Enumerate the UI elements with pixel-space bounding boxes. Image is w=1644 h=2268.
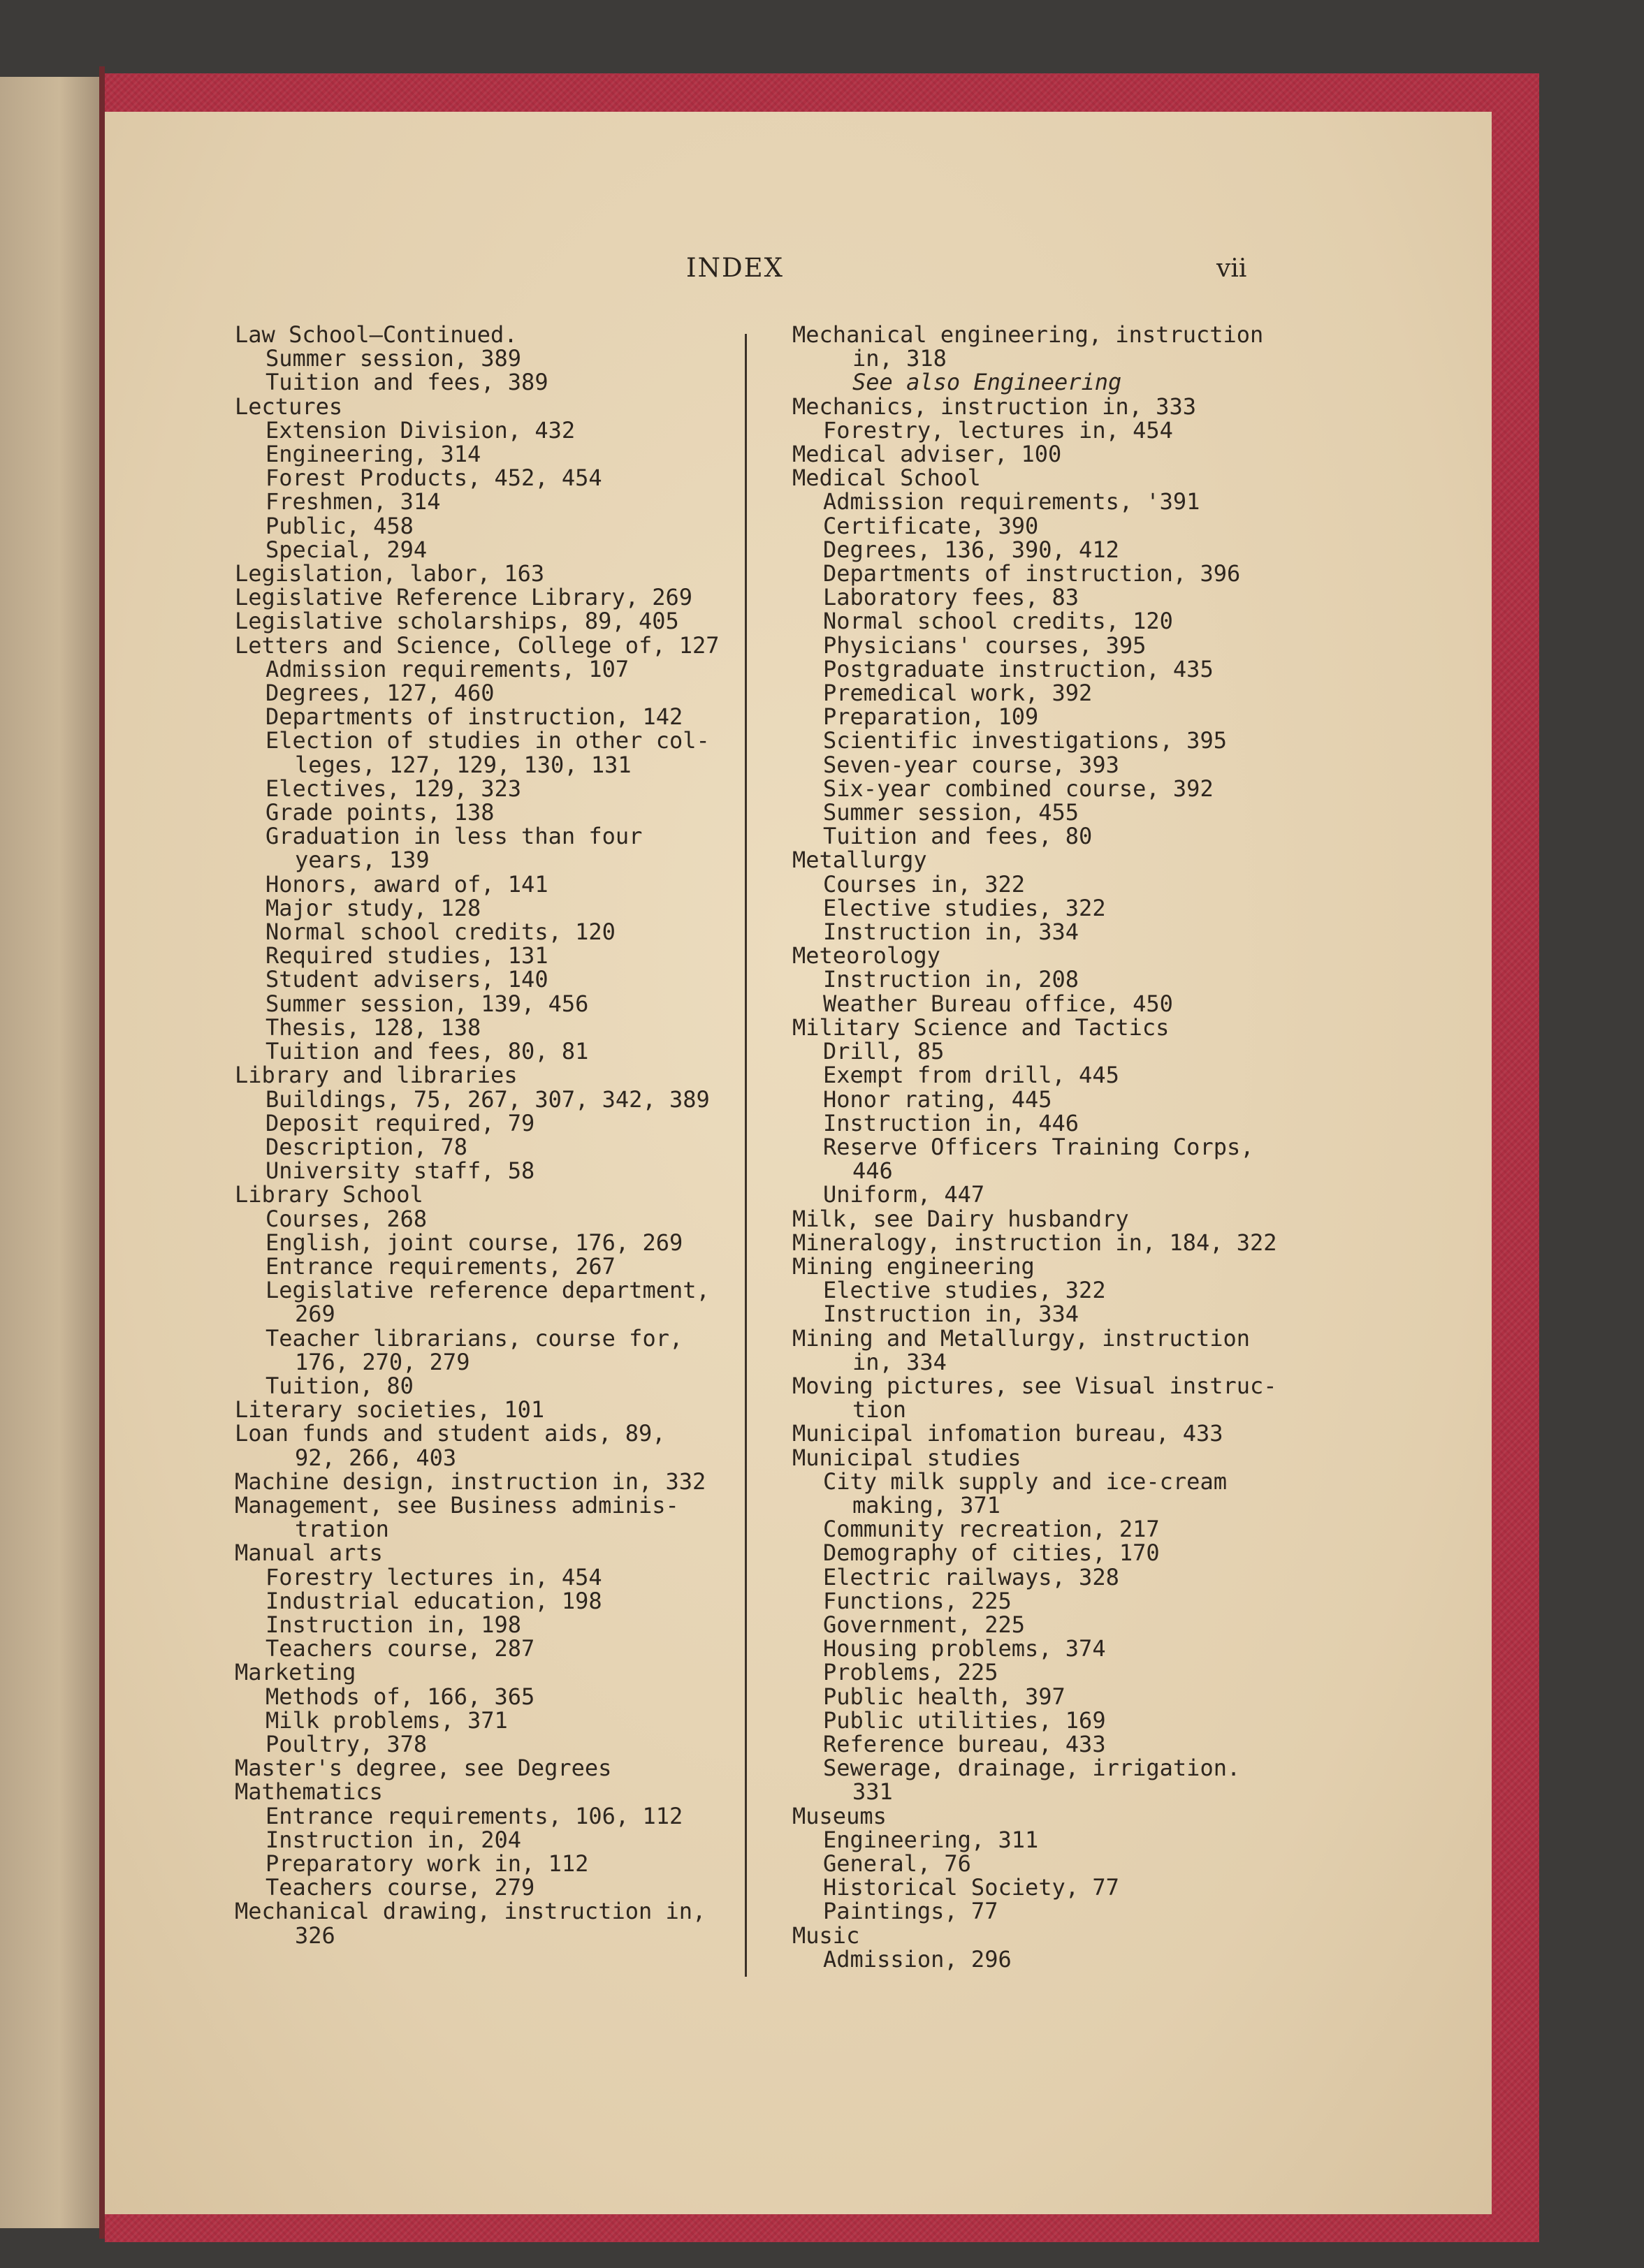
index-subentry: Milk problems, 371 — [265, 1706, 508, 1734]
index-subentry: Laboratory fees, 83 — [823, 584, 1079, 611]
index-subentry: Paintings, 77 — [823, 1898, 998, 1925]
index-entry: Municipal infomation bureau, 433 — [792, 1420, 1223, 1447]
index-subentry: Special, 294 — [265, 536, 428, 563]
index-subentry: Methods of, 166, 365 — [265, 1683, 535, 1710]
index-subentry: 326 — [295, 1922, 335, 1949]
index-subentry: Industrial education, 198 — [265, 1587, 602, 1614]
index-subentry: Honor rating, 445 — [823, 1085, 1052, 1113]
index-subentry: Problems, 225 — [823, 1659, 998, 1686]
index-subentry: Public, 458 — [265, 512, 414, 539]
facing-page-edge — [0, 77, 99, 2228]
index-subentry: Entrance requirements, 106, 112 — [265, 1802, 683, 1829]
index-subentry: in, 318 — [852, 345, 947, 372]
index-subentry: Honors, award of, 141 — [265, 870, 548, 898]
column-divider — [745, 334, 747, 1977]
index-subentry: Teachers course, 279 — [265, 1874, 535, 1901]
index-column-right — [792, 321, 1277, 1973]
index-subentry: Electives, 129, 323 — [265, 775, 522, 802]
index-subentry: University staff, 58 — [265, 1157, 535, 1185]
index-subentry: Functions, 225 — [823, 1587, 1012, 1614]
index-subentry: Description, 78 — [265, 1133, 467, 1160]
index-subentry: Forestry, lectures in, 454 — [823, 416, 1173, 444]
index-subentry: Degrees, 127, 460 — [265, 680, 495, 707]
index-subentry: Elective studies, 322 — [823, 894, 1106, 921]
index-subentry: Instruction in, 334 — [823, 919, 1079, 946]
index-subentry: Required studies, 131 — [265, 942, 548, 970]
index-subentry: Admission, 296 — [823, 1945, 1012, 1973]
index-subentry: Engineering, 314 — [265, 441, 481, 468]
index-subentry: General, 76 — [823, 1850, 971, 1877]
index-subentry: Uniform, 447 — [823, 1181, 985, 1208]
index-subentry: Premedical work, 392 — [823, 680, 1093, 707]
index-subentry: 176, 270, 279 — [295, 1348, 470, 1375]
index-entry: Military Science and Tactics — [792, 1014, 1170, 1041]
index-subentry: Postgraduate instruction, 435 — [823, 655, 1214, 682]
index-subentry: Preparatory work in, 112 — [265, 1850, 589, 1877]
index-subentry: Departments of instruction, 142 — [265, 703, 683, 731]
index-subentry: Forestry lectures in, 454 — [265, 1563, 602, 1590]
index-subentry: Deposit required, 79 — [265, 1109, 535, 1136]
index-column-left — [235, 321, 720, 1949]
index-subentry: Sewerage, drainage, irrigation. — [823, 1755, 1241, 1782]
index-subentry: Exempt from drill, 445 — [823, 1062, 1119, 1089]
index-entry: Machine design, instruction in, 332 — [235, 1468, 706, 1495]
index-subentry: tration — [295, 1516, 389, 1543]
index-subentry: Admission requirements, 107 — [265, 655, 630, 682]
index-subentry: Admission requirements, '391 — [823, 488, 1200, 515]
index-subentry: Engineering, 311 — [823, 1826, 1039, 1853]
index-subentry: Historical Society, 77 — [823, 1874, 1119, 1901]
facing-page-binding — [99, 66, 105, 2239]
index-subentry: Instruction in, 204 — [265, 1826, 522, 1853]
index-entry: Legislation, labor, 163 — [235, 560, 545, 587]
index-subentry: Election of studies in other col- — [265, 727, 710, 754]
index-subentry: Physicians' courses, 395 — [823, 631, 1147, 659]
index-subentry: Seven-year course, 393 — [823, 751, 1119, 778]
index-entry: Mechanical engineering, instruction — [792, 321, 1264, 348]
index-subentry: Reserve Officers Training Corps, — [823, 1133, 1254, 1160]
index-entry: Mineralogy, instruction in, 184, 322 — [792, 1229, 1277, 1256]
index-subentry: Teachers course, 287 — [265, 1635, 535, 1662]
index-subentry: in, 334 — [852, 1348, 947, 1375]
index-subentry: Normal school credits, 120 — [265, 919, 616, 946]
index-subentry: Buildings, 75, 267, 307, 342, 389 — [265, 1085, 710, 1113]
index-subentry: Graduation in less than four — [265, 823, 643, 850]
index-subentry: Instruction in, 446 — [823, 1109, 1079, 1136]
index-subentry: Community recreation, 217 — [823, 1516, 1160, 1543]
index-subentry: Demography of cities, 170 — [823, 1539, 1160, 1567]
index-entry: Moving pictures, see Visual instruc- — [792, 1372, 1277, 1399]
index-subentry: English, joint course, 176, 269 — [265, 1229, 683, 1256]
index-entry: Manual arts — [235, 1539, 383, 1567]
index-subentry: Drill, 85 — [823, 1038, 945, 1065]
index-entry: Meteorology — [792, 942, 940, 970]
index-entry: Loan funds and student aids, 89, — [235, 1420, 666, 1447]
index-entry: Marketing — [235, 1659, 356, 1686]
index-subentry: 269 — [295, 1301, 335, 1328]
index-subentry: Tuition and fees, 80, 81 — [265, 1038, 589, 1065]
index-subentry: Public health, 397 — [823, 1683, 1065, 1710]
index-entry: Milk, see Dairy husbandry — [792, 1205, 1129, 1232]
index-entry: Medical adviser, 100 — [792, 441, 1062, 468]
index-entry: Mechanical drawing, instruction in, — [235, 1898, 706, 1925]
index-subentry: years, 139 — [295, 847, 430, 874]
index-subentry: tion — [852, 1396, 907, 1424]
index-subentry: Instruction in, 198 — [265, 1611, 522, 1638]
index-subentry: Summer session, 389 — [265, 345, 522, 372]
index-entry: Mathematics — [235, 1778, 383, 1806]
index-subentry: Tuition and fees, 80 — [823, 823, 1093, 850]
index-subentry: Extension Division, 432 — [265, 416, 576, 444]
index-subentry: Government, 225 — [823, 1611, 1025, 1638]
index-subentry: Legislative reference department, — [265, 1277, 710, 1304]
index-subentry: 92, 266, 403 — [295, 1444, 457, 1471]
index-subentry: Courses in, 322 — [823, 870, 1025, 898]
index-entry: Legislative Reference Library, 269 — [235, 584, 693, 611]
index-subentry: Elective studies, 322 — [823, 1277, 1106, 1304]
index-subentry: Degrees, 136, 390, 412 — [823, 536, 1119, 563]
index-entry: Medical School — [792, 464, 981, 492]
index-subentry: Housing problems, 374 — [823, 1635, 1106, 1662]
index-subentry: Freshmen, 314 — [265, 488, 441, 515]
index-subentry: Grade points, 138 — [265, 799, 495, 826]
index-subentry: 331 — [852, 1778, 893, 1806]
index-subentry: Instruction in, 208 — [823, 966, 1079, 993]
index-subentry: Electric railways, 328 — [823, 1563, 1119, 1590]
index-subentry: Weather Bureau office, 450 — [823, 990, 1173, 1017]
index-entry: Music — [792, 1922, 860, 1949]
index-subentry: Normal school credits, 120 — [823, 608, 1173, 635]
index-subentry: Certificate, 390 — [823, 512, 1039, 539]
index-subentry: Teacher librarians, course for, — [265, 1324, 683, 1352]
index-subentry: Courses, 268 — [265, 1205, 428, 1232]
index-subentry: Entrance requirements, 267 — [265, 1252, 616, 1280]
index-entry: Library and libraries — [235, 1062, 518, 1089]
index-entry: Mechanics, instruction in, 333 — [792, 393, 1196, 420]
index-subentry: Preparation, 109 — [823, 703, 1039, 731]
index-entry: Mining and Metallurgy, instruction — [792, 1324, 1251, 1352]
index-subentry: Summer session, 139, 456 — [265, 990, 589, 1017]
index-subentry: Major study, 128 — [265, 894, 481, 921]
index-subentry: Six-year combined course, 392 — [823, 775, 1214, 802]
index-subentry: Reference bureau, 433 — [823, 1730, 1106, 1757]
index-entry: Metallurgy — [792, 847, 927, 874]
index-entry: Management, see Business adminis- — [235, 1491, 679, 1519]
index-subentry: Public utilities, 169 — [823, 1706, 1106, 1734]
index-entry: Museums — [792, 1802, 887, 1829]
index-subentry: Summer session, 455 — [823, 799, 1079, 826]
index-subentry: Instruction in, 334 — [823, 1301, 1079, 1328]
index-subentry: Tuition, 80 — [265, 1372, 414, 1399]
index-entry: Legislative scholarships, 89, 405 — [235, 608, 679, 635]
index-subentry: making, 371 — [852, 1491, 1001, 1519]
index-entry: Letters and Science, College of, 127 — [235, 631, 720, 659]
index-entry: Library School — [235, 1181, 423, 1208]
index-subentry: City milk supply and ice-cream — [823, 1468, 1227, 1495]
index-subentry: Thesis, 128, 138 — [265, 1014, 481, 1041]
index-subentry: Tuition and fees, 389 — [265, 369, 548, 396]
index-entry: Literary societies, 101 — [235, 1396, 545, 1424]
index-entry: Law School—Continued. — [235, 321, 518, 348]
index-subentry: Scientific investigations, 395 — [823, 727, 1227, 754]
index-subentry: leges, 127, 129, 130, 131 — [295, 751, 632, 778]
index-subentry: Forest Products, 452, 454 — [265, 464, 602, 492]
index-entry: Municipal studies — [792, 1444, 1021, 1471]
index-subentry: Student advisers, 140 — [265, 966, 548, 993]
page-number: vii — [1216, 254, 1247, 283]
index-subentry: See also Engineering — [852, 369, 1122, 396]
index-entry: Lectures — [235, 393, 343, 420]
index-subentry: Poultry, 378 — [265, 1730, 428, 1757]
index-entry: Master's degree, see Degrees — [235, 1755, 612, 1782]
index-subentry: Departments of instruction, 396 — [823, 560, 1241, 587]
index-entry: Mining engineering — [792, 1252, 1035, 1280]
index-subentry: 446 — [852, 1157, 893, 1185]
page-title: INDEX — [686, 253, 785, 283]
